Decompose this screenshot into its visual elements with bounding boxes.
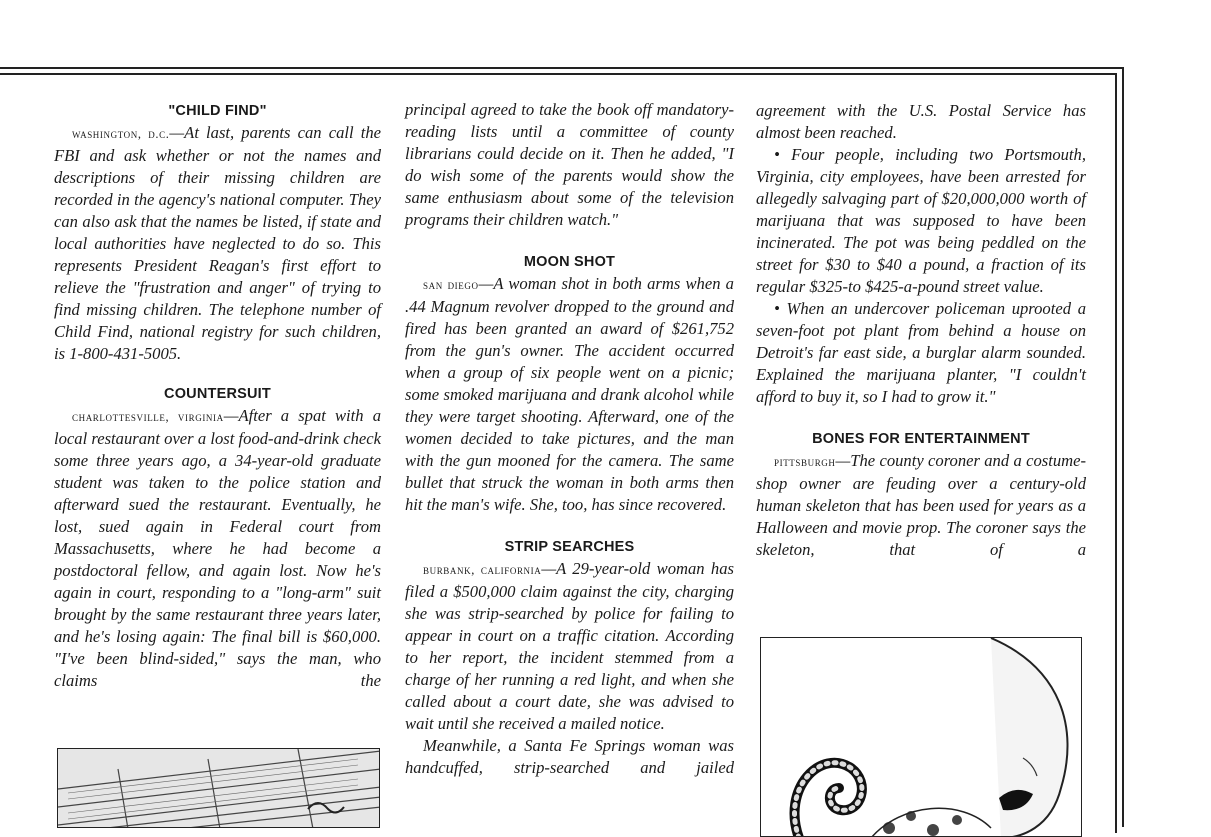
- cartoon-illustration-left: [57, 748, 380, 828]
- body-child-find: —At last, parents can call the FBI and ask whether or not the names and descriptions of their missing children are recorded in the agency's national computer. They can also ask that the names be listed, if state and local authorities have neglected to do so. This represents President Reagan's first effort to relieve the "frustration and anger" of trying to find missing children. The telephone number of Child Find, national registry for such children, is 1-800-431-5005.: [54, 123, 381, 363]
- cartoon-illustration-right: [760, 637, 1082, 837]
- body-continued: principal agreed to take the book off mandatory-reading lists until a committee of county librarians could decide on it. Then he added, "I do wish some of the parents would show the same enthusiasm about some of the television programs their children watch.": [405, 100, 734, 229]
- dateline-bones: pittsburgh: [774, 455, 836, 469]
- headline-countersuit: COUNTERSUIT: [164, 386, 271, 402]
- dateline-strip-searches: burbank, california: [423, 563, 542, 577]
- spacer: [54, 365, 381, 383]
- bullet-detroit: • When an undercover policeman uprooted a seven-foot pot plant from behind a house on Detroit's far east side, a burglar alarm sounded. Explained the marijuana planter, "I couldn't afford to buy it, so I had to grow it.": [756, 299, 1086, 406]
- headline-strip-searches: STRIP SEARCHES: [504, 539, 635, 555]
- headline-child-find: "CHILD FIND": [168, 103, 267, 119]
- body-countersuit: —After a spat with a local restaurant over a lost food-and-drink check some three years ago, a 34-year-old graduate student was taken to the police station and afterward sued the restaurant. Eventually, he lost, sued again in Federal court from Massachusetts, where he had become a postdoctoral fellow, and again lost. Now he's again in court, responding to a "long-arm" suit brought by the same restaurant three years later, and he's losing again: The final bill is $60,000. "I've been blind-sided," says the man, who claims the: [54, 406, 381, 690]
- body-bones: —The county coroner and a costume-shop owner are feuding over a century-old human skeleton that has been used for years as a Halloween and movie prop. The coroner says the skeleton, that of a: [756, 451, 1086, 559]
- spacer: [405, 516, 734, 536]
- column-3: [756, 100, 1086, 561]
- paper-drawing-icon: [58, 749, 380, 828]
- article-child-find: [54, 122, 381, 365]
- article-moon-shot: [405, 273, 734, 516]
- article-countersuit: [54, 405, 381, 692]
- spacer: [756, 408, 1086, 428]
- spacer: [405, 231, 734, 251]
- column-1: [54, 100, 381, 692]
- bullet-portsmouth: • Four people, including two Portsmouth, Virginia, city employees, have been arrested for allegedly salvaging part of $20,000,000 worth of marijuana that was supposed to have been incinerated. The pot was being peddled on the street for $30 to $40 a pound, a fraction of its regular $325-to $425-a-pound street value.: [756, 145, 1086, 296]
- dateline-moon-shot: san diego: [423, 278, 479, 292]
- body-strip-searches: —A 29-year-old woman has filed a $500,000 claim against the city, charging she was strip-searched by police for failing to appear in court on a traffic citation. According to her report, the incident stemmed from a charge of her running a red light, and when she called about a court date, she was advised to wait until she received a mailed notice.: [405, 559, 734, 733]
- body-postal: agreement with the U.S. Postal Service has almost been reached.: [756, 101, 1086, 142]
- skeleton-swirl-drawing-icon: [761, 638, 1082, 837]
- body-strip-searches-2: Meanwhile, a Santa Fe Springs woman was handcuffed, strip-searched and jailed: [405, 736, 734, 777]
- article-strip-searches: [405, 558, 734, 735]
- body-moon-shot: —A woman shot in both arms when a .44 Magnum revolver dropped to the ground and fired has been granted an award of $261,752 from the gun's owner. The accident occurred when a group of six people went on a picnic; some smoked marijuana and drank alcohol while they were target shooting. Afterward, one of the women decided to take pictures, and the man with the gun mooned for the camera. The same bullet that struck the woman in both arms then hit the man's wife. She, too, has since recovered.: [405, 274, 734, 514]
- headline-moon-shot: MOON SHOT: [523, 254, 616, 270]
- dateline-child-find: washington, d.c.: [72, 127, 170, 141]
- article-bones: [756, 450, 1086, 561]
- dateline-countersuit: charlottesville, virginia: [72, 410, 224, 424]
- column-2: [405, 99, 734, 779]
- headline-bones: BONES FOR ENTERTAINMENT: [812, 431, 1030, 447]
